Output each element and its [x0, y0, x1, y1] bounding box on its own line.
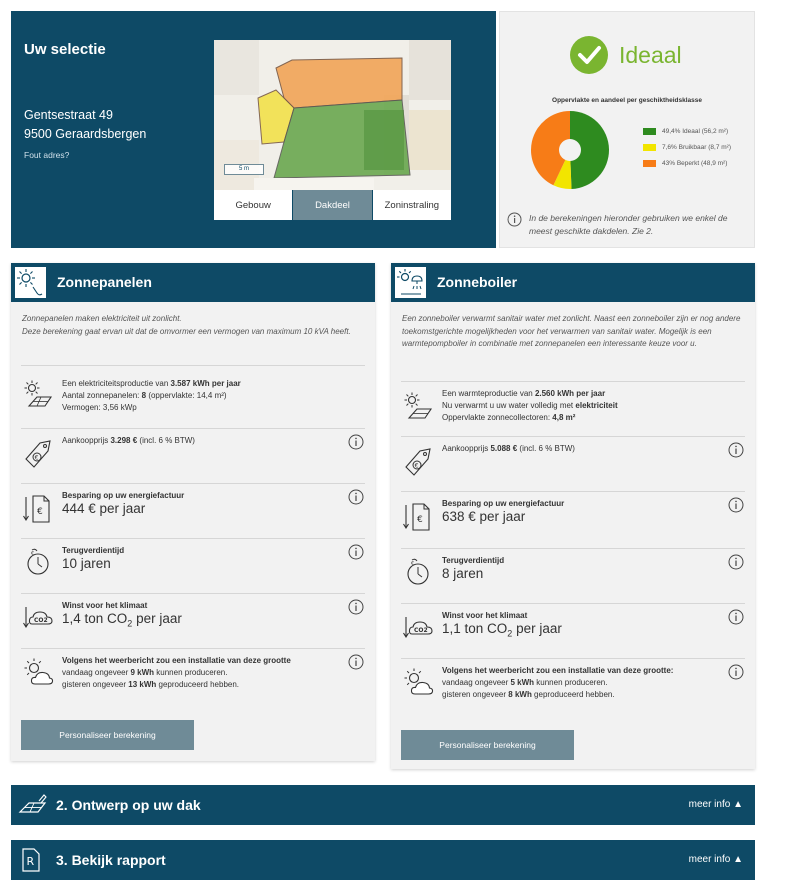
map-scale-bar: 5 m [224, 164, 264, 175]
payback-row [21, 538, 365, 593]
saving-row [401, 491, 745, 546]
pie-hole [559, 139, 581, 161]
weather-today-value: 9 kWh [130, 668, 155, 677]
stopwatch-icon [403, 556, 433, 588]
panel-area: (oppervlakte: 14,4 m²) [148, 391, 227, 400]
payback-label: Terugverdientijd [62, 546, 125, 555]
info-icon[interactable] [348, 654, 364, 670]
production-text [62, 378, 241, 414]
text: Een warmteproductie van [442, 389, 535, 398]
solar-boiler-header [391, 263, 755, 302]
more-info-toggle[interactable]: meer info ▲ [688, 854, 743, 865]
svg-text:R: R [26, 855, 35, 868]
solar-panels-header [11, 263, 375, 302]
pie-legend [643, 128, 731, 176]
text: Nu verwarmt u uw water volledig met [442, 401, 576, 410]
payback-value: 10 jaren [62, 556, 111, 571]
svg-text:€: € [417, 515, 423, 525]
checkmark-icon [570, 36, 608, 74]
pie-title: Oppervlakte en aandeel per geschiktheidsklasse [552, 97, 702, 104]
info-icon[interactable] [507, 212, 522, 227]
selection-panel [11, 11, 496, 248]
text: gisteren ongeveer [62, 680, 129, 689]
climate-text [442, 610, 562, 640]
payback-text [62, 545, 124, 570]
climate-row [401, 603, 745, 658]
svg-text:€: € [414, 462, 419, 470]
svg-text:CO2: CO2 [34, 617, 48, 624]
map-view-tabs [214, 190, 451, 220]
solar-panels-card [11, 263, 375, 761]
solar-panel-icon [14, 266, 47, 299]
production-row [21, 365, 365, 420]
info-icon[interactable] [728, 497, 744, 513]
legend-label: 49,4% Ideaal (56,2 m²) [662, 128, 729, 135]
heating-source: elektriciteit [575, 401, 618, 410]
solar-panels-title: Zonnepanelen [57, 274, 152, 290]
panel-count: 8 [141, 391, 147, 400]
section-title: 2. Ontwerp op uw dak [56, 797, 201, 813]
text: kunnen produceren. [154, 668, 228, 677]
text: Aankoopprijs [62, 436, 111, 445]
price-text [62, 435, 195, 447]
text: 1,1 ton CO [442, 621, 508, 636]
subscript: 2 [127, 618, 133, 629]
price-tag-icon [403, 445, 435, 479]
collector-area: 4,8 m² [552, 413, 576, 422]
intro-line: Deze berekening gaat ervan uit dat de omvormer een vermogen van maximum 10 kVA heeft. [22, 326, 351, 336]
selection-title: Uw selectie [24, 41, 106, 58]
suitability-note: In de berekeningen hieronder gebruiken we enkel de meest geschikte dakdelen. Zie 2. [529, 213, 728, 236]
climate-row [21, 593, 365, 648]
info-icon[interactable] [728, 442, 744, 458]
price-value: 3.298 € [110, 436, 138, 445]
subscript: 2 [507, 628, 513, 639]
svg-text:CO2: CO2 [414, 627, 428, 634]
report-icon [17, 847, 43, 873]
climate-value [62, 613, 182, 630]
legend-swatch [643, 144, 656, 151]
weather-row [21, 648, 365, 708]
text: geproduceerd hebben. [156, 680, 240, 689]
weather-title: Volgens het weerbericht zou een installatie van deze grootte: [442, 666, 674, 675]
svg-text:€: € [34, 454, 39, 462]
text: gisteren ongeveer [442, 690, 509, 699]
personalize-button[interactable]: Personaliseer berekening [401, 730, 574, 760]
solar-boiler-card [391, 263, 755, 769]
solar-boiler-intro: Een zonneboiler verwarmt sanitair water met zonlicht. Naast een zonneboiler zijn er nog andere toekomstgerichte mogelijkheden voor het verwarmen van sanitair water. Mogelijk is een warmtepompboiler in combinatie met zonnepanelen een interessante keuze voor u. [402, 314, 741, 348]
info-icon[interactable] [348, 544, 364, 560]
climate-label: Winst voor het klimaat [442, 611, 528, 620]
legend-label: 7,6% Bruikbaar (8,7 m²) [662, 144, 731, 151]
weather-title: Volgens het weerbericht zou een installatie van deze grootte [62, 656, 291, 665]
roof-map[interactable] [214, 40, 451, 190]
tab-zoninstraling[interactable]: Zoninstraling [373, 190, 451, 220]
info-icon[interactable] [348, 599, 364, 615]
saving-label: Besparing op uw energiefactuur [442, 499, 565, 508]
saving-value: 638 € per jaar [442, 509, 526, 524]
text: kunnen produceren. [534, 678, 608, 687]
sun-cloud-icon [23, 657, 55, 689]
text: vandaag ongeveer [62, 668, 131, 677]
sun-panel-icon [23, 380, 53, 408]
payback-label: Terugverdientijd [442, 556, 505, 565]
weather-row [401, 658, 745, 718]
text: Een elektriciteitsproductie van [62, 379, 171, 388]
weather-yesterday-value: 13 kWh [128, 680, 157, 689]
saving-value: 444 € per jaar [62, 501, 146, 516]
climate-value [442, 623, 562, 640]
info-icon[interactable] [728, 609, 744, 625]
suitability-pie-chart [530, 110, 610, 190]
tab-gebouw[interactable]: Gebouw [214, 190, 293, 220]
price-tag-icon [23, 437, 55, 471]
suitability-panel [499, 11, 755, 248]
climate-label: Winst voor het klimaat [62, 601, 148, 610]
weather-text [62, 655, 291, 691]
text: (incl. 6 % BTW) [137, 436, 195, 445]
saving-row [21, 483, 365, 538]
text: geproduceerd hebben. [531, 690, 615, 699]
text: (incl. 6 % BTW) [517, 444, 575, 453]
climate-text [62, 600, 182, 630]
solar-panels-intro [22, 313, 367, 338]
sun-cloud-icon [403, 667, 435, 699]
invoice-euro-icon [403, 501, 433, 533]
weather-today-value: 5 kWh [510, 678, 535, 687]
saving-text [62, 490, 184, 515]
payback-row [401, 548, 745, 603]
address-city: 9500 Geraardsbergen [24, 127, 147, 141]
legend-ideaal [643, 128, 731, 135]
solar-boiler-icon [394, 266, 427, 299]
suitability-label: Ideaal [619, 42, 682, 68]
text: 1,4 ton CO [62, 611, 128, 626]
address-street: Gentsestraat 49 [24, 108, 113, 122]
text: per jaar [512, 621, 562, 636]
weather-text [442, 665, 673, 701]
section-title: 3. Bekijk rapport [56, 852, 166, 868]
section-report[interactable] [11, 840, 755, 880]
text: Aantal zonnepanelen: [62, 391, 142, 400]
svg-text:€: € [31, 551, 35, 557]
intro-line: Zonnepanelen maken elektriciteit uit zonlicht. [22, 314, 182, 323]
tab-dakdeel[interactable]: Dakdeel [293, 190, 372, 220]
legend-beperkt [643, 160, 731, 167]
production-text [442, 388, 618, 424]
section-design-roof[interactable] [11, 785, 755, 825]
legend-bruikbaar [643, 144, 731, 151]
legend-swatch [643, 128, 656, 135]
co2-cloud-icon [23, 603, 55, 631]
wrong-address-link[interactable]: Fout adres? [24, 150, 70, 160]
sun-panel-icon [403, 392, 433, 420]
info-icon[interactable] [728, 664, 744, 680]
payback-value: 8 jaren [442, 566, 484, 581]
invoice-euro-icon [23, 493, 53, 525]
more-info-toggle[interactable]: meer info ▲ [688, 799, 743, 810]
production-row [401, 381, 745, 436]
production-value: 2.560 kWh per jaar [534, 389, 606, 398]
power-line: Vermogen: 3,56 kWp [62, 403, 137, 412]
svg-text:€: € [37, 507, 43, 517]
price-row [21, 428, 365, 483]
weather-yesterday-value: 8 kWh [508, 690, 532, 699]
legend-swatch [643, 160, 656, 167]
co2-cloud-icon [403, 613, 435, 641]
personalize-button[interactable]: Personaliseer berekening [21, 720, 194, 750]
info-icon[interactable] [728, 554, 744, 570]
roof-design-icon [17, 792, 47, 818]
payback-text [442, 555, 504, 580]
info-icon[interactable] [348, 489, 364, 505]
text: Oppervlakte zonnecollectoren: [442, 413, 553, 422]
stopwatch-icon [23, 546, 53, 578]
text: Aankoopprijs [442, 444, 491, 453]
production-value: 3.587 kWh per jaar [170, 379, 241, 388]
info-icon[interactable] [348, 434, 364, 450]
saving-label: Besparing op uw energiefactuur [62, 491, 185, 500]
solar-boiler-title: Zonneboiler [437, 274, 518, 290]
price-value: 5.088 € [490, 444, 518, 453]
svg-text:€: € [411, 561, 415, 567]
text: per jaar [132, 611, 182, 626]
legend-label: 43% Beperkt (48,9 m²) [662, 160, 728, 167]
price-row [401, 436, 745, 491]
saving-text [442, 498, 564, 523]
price-text [442, 443, 575, 455]
text: vandaag ongeveer [442, 678, 511, 687]
